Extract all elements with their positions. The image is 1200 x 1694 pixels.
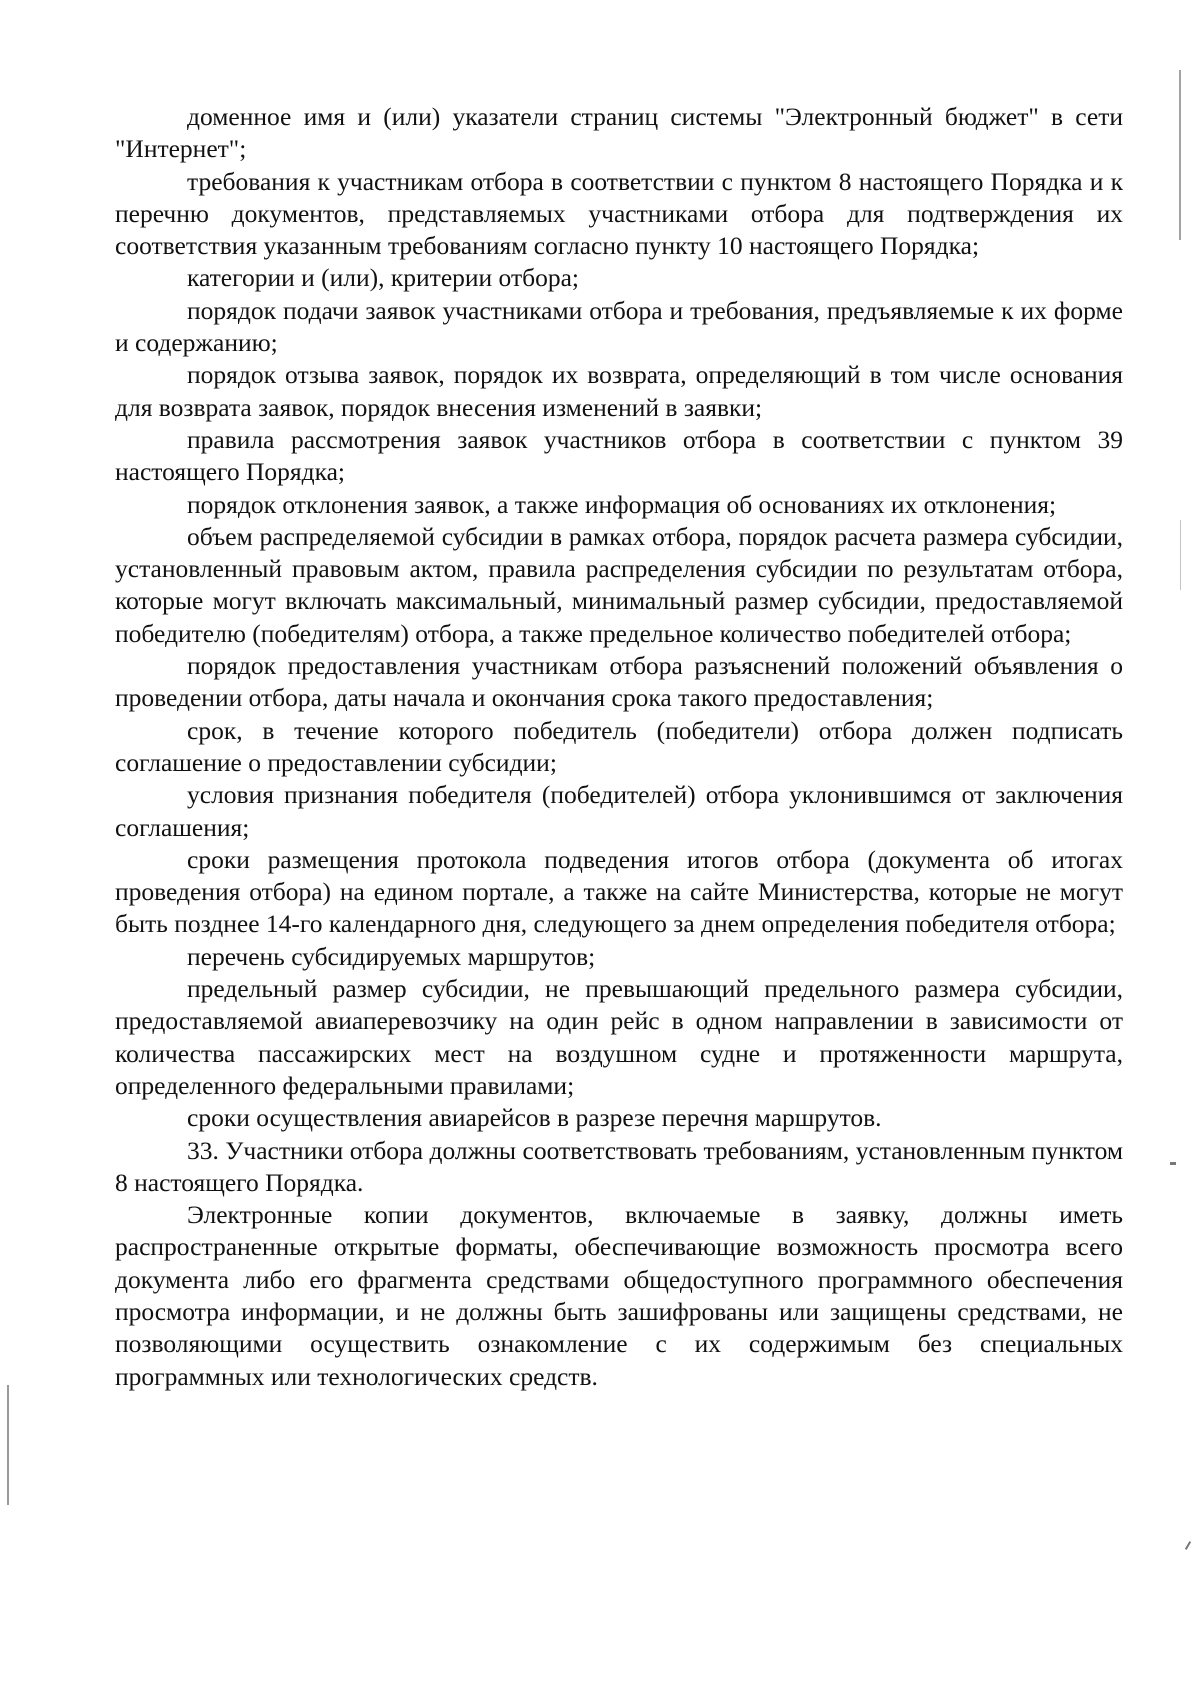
scan-edge-mark-bottom-left [7,1385,9,1505]
paragraph: предельный размер субсидии, не превышающий предельного размера субсидии, предоставляемой авиаперевозчику на один рейс в одном направлении в зависимости от количества пассажирских мест на воздушном судне и протяженности маршрута, определенного федеральными правилами; [115,974,1123,1100]
paragraph: перечень субсидируемых маршрутов; [187,941,596,971]
paragraph: категории и (или), критерии отбора; [187,263,579,293]
paragraph: порядок отзыва заявок, порядок их возврата, определяющий в том числе основания для возврата заявок, порядок внесения изменений в заявки; [115,360,1123,422]
scan-dot-right [1170,1162,1176,1165]
paragraph: Электронные копии документов, включаемые в заявку, должны иметь распространенные открытые форматы, обеспечивающие возможность просмотра всего документа либо его фрагмента средствами общедоступного программного обеспечения просмотра информации, и не должны быть зашифрованы или защищены средствами, не позволяющими осуществить ознакомление с их содержимым без специальных программных или технологических средств. [115,1200,1123,1391]
paragraph: объем распределяемой субсидии в рамках отбора, порядок расчета размера субсидии, установленный правовым актом, правила распределения субсидии по результатам отбора, которые могут включать максимальный, минимальный размер субсидии, предоставляемой победителю (победителям) отбора, а также предельное количество победителей отбора; [115,521,1123,648]
paragraph: доменное имя и (или) указатели страниц системы "Электронный бюджет" в сети "Интернет"; [115,102,1123,164]
paragraph: сроки осуществления авиарейсов в разрезе перечня маршрутов. [187,1103,882,1133]
document-text [115,101,1123,1393]
paragraph: условия признания победителя (победителей) отбора уклонившимся от заключения соглашения; [115,780,1123,842]
paragraph: сроки размещения протокола подведения итогов отбора (документа об итогах проведения отбора) на едином портале, а также на сайте Министерства, которые не могут быть позднее 14-го календарного дня, следующего за днем определения победителя отбора; [115,844,1123,939]
paragraph: правила рассмотрения заявок участников отбора в соответствии с пунктом 39 настоящего Порядка; [115,424,1123,487]
scan-tick-bottom-right [1185,1541,1191,1550]
paragraph: срок, в течение которого победитель (победители) отбора должен подписать соглашение о предоставлении субсидии; [115,715,1123,777]
paragraph: порядок отклонения заявок, а также информация об основаниях их отклонения; [187,489,1057,519]
scan-edge-mark-right [1180,520,1181,590]
scan-edge-mark-top-right [1179,70,1181,240]
paragraph: порядок предоставления участникам отбора разъяснений положений объявления о проведении отбора, даты начала и окончания срока такого предоставления; [115,651,1123,713]
paragraph: порядок подачи заявок участниками отбора и требования, предъявляемые к их форме и содержанию; [115,295,1123,358]
paragraph: требования к участникам отбора в соответствии с пунктом 8 настоящего Порядка и к перечню документов, представляемых участниками отбора для подтверждения их соответствия указанным требованиям согласно пункту 10 настоящего Порядка; [115,166,1123,261]
paragraph: 33. Участники отбора должны соответствовать требованиям, установленным пунктом 8 настоящего Порядка. [115,1135,1123,1197]
